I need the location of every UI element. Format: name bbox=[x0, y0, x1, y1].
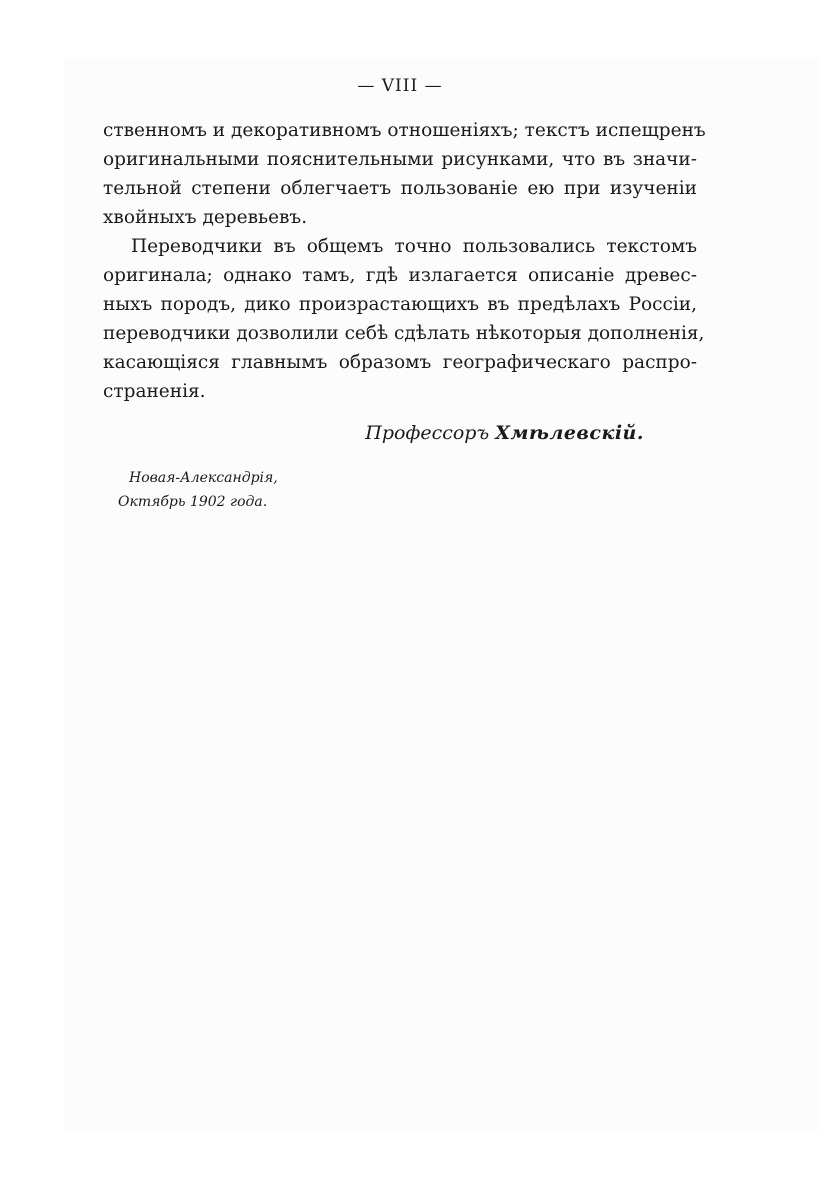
text-line: хвойныхъ деревьевъ. bbox=[103, 207, 308, 228]
text-line: переводчики дозволили себѣ сдѣлать нѣкоторыя дополненія, bbox=[103, 323, 705, 344]
text-line: тельной степени облегчаетъ пользованіе ею при изученіи bbox=[103, 178, 697, 199]
text-line: ственномъ и декоративномъ отношеніяхъ; текстъ испещренъ bbox=[103, 120, 706, 141]
place-date bbox=[118, 466, 278, 514]
text-line: оригинальными пояснительными рисунками, что въ значи- bbox=[103, 149, 697, 170]
text-line: страненія. bbox=[103, 381, 206, 402]
text-line: касающіяся главнымъ образомъ географическаго распро- bbox=[103, 352, 697, 373]
text-line: Переводчики въ общемъ точно пользовались текстомъ bbox=[131, 236, 697, 257]
signature-name: Хмѣлевскій. bbox=[495, 422, 644, 444]
date-line: Октябрь 1902 года. bbox=[118, 494, 268, 510]
text-line: оригинала; однако тамъ, гдѣ излагается описаніе древес- bbox=[103, 265, 697, 286]
signature bbox=[365, 420, 644, 446]
text-line: ныхъ породъ, дико произрастающихъ въ предѣлахъ Россіи, bbox=[103, 294, 697, 315]
page-number: — VIII — bbox=[357, 76, 443, 96]
signature-title: Профессоръ bbox=[365, 422, 490, 444]
place-line: Новая-Александрія, bbox=[129, 470, 278, 486]
